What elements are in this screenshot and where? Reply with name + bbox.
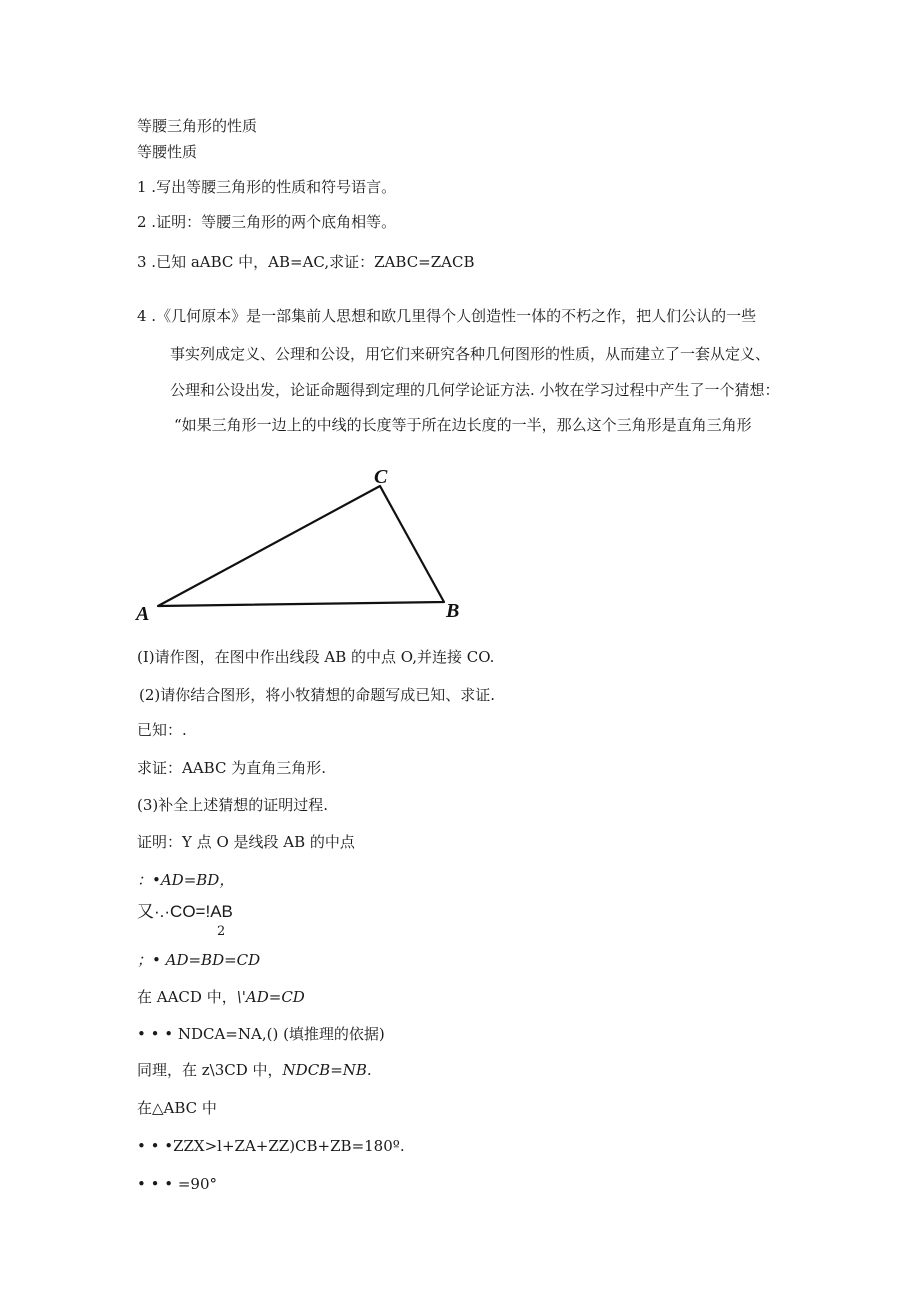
- proof-step-8: 在△ABC 中: [137, 1099, 217, 1117]
- proof-step-1: 证明：Y 点 O 是线段 AB 的中点: [137, 833, 355, 851]
- triangle-abc: [158, 486, 444, 606]
- vertex-label-a: A: [136, 603, 150, 625]
- question-3: 3 .已知 aABC 中，AB=AC,求证：ZABC=ZACB: [137, 253, 475, 271]
- proof-step-7: [137, 1060, 372, 1080]
- proof-step-5-formula: \'AD=CD: [236, 988, 305, 1006]
- proof-step-9: • • •ZZX>l+ZA+ZZ)CB+ZB=180º.: [137, 1137, 405, 1155]
- question-4-line-1: 4 .《几何原本》是一部集前人思想和欧几里得个人创造性一体的不朽之作，把人们公认的一些: [137, 307, 757, 325]
- vertex-label-c: C: [374, 466, 388, 488]
- proof-step-5: [137, 987, 305, 1007]
- proof-step-2: ：•AD=BD，: [137, 871, 235, 889]
- section-heading: 等腰性质: [137, 143, 198, 161]
- to-prove-line: 求证：AABC 为直角三角形.: [137, 759, 326, 777]
- doc-title: 等腰三角形的性质: [137, 117, 258, 135]
- vertex-label-b: B: [446, 600, 460, 622]
- part-2: (2)请你结合图形，将小牧猜想的命题写成已知、求证.: [139, 686, 496, 704]
- proof-step-7-text: 同理，在 z\3CD 中，: [137, 1061, 283, 1079]
- question-2: 2 .证明：等腰三角形的两个底角相等。: [137, 213, 397, 231]
- proof-step-10: • • • =90°: [137, 1175, 218, 1193]
- proof-step-5-text: 在 AACD 中，: [137, 988, 237, 1006]
- question-4-line-3: 公理和公设出发，论证命题得到定理的几何学论证方法. 小牧在学习过程中产生了一个猜想：: [170, 381, 780, 399]
- given-line: 已知：.: [137, 721, 187, 739]
- proof-step-3-denominator: 2: [217, 924, 226, 939]
- proof-step-3: 又·.·CO=!AB: [137, 902, 233, 921]
- proof-step-7-formula: NDCB=NB.: [282, 1061, 372, 1079]
- question-1: 1 .写出等腰三角形的性质和符号语言。: [137, 178, 397, 196]
- part-3: (3)补全上述猜想的证明过程.: [137, 796, 329, 814]
- question-4-line-2: 事实列成定义、公理和公设，用它们来研究各种几何图形的性质，从而建立了一套从定义、: [170, 345, 771, 363]
- part-1: (I)请作图，在图中作出线段 AB 的中点 O,并连接 CO.: [137, 648, 495, 666]
- proof-step-4: ；• AD=BD=CD: [137, 951, 261, 969]
- triangle-figure: [130, 455, 470, 630]
- question-4-line-4: “如果三角形一边上的中线的长度等于所在边长度的一半，那么这个三角形是直角三角形: [174, 416, 752, 434]
- proof-step-6: • • • NDCA=NA,() (填推理的依据): [137, 1025, 385, 1043]
